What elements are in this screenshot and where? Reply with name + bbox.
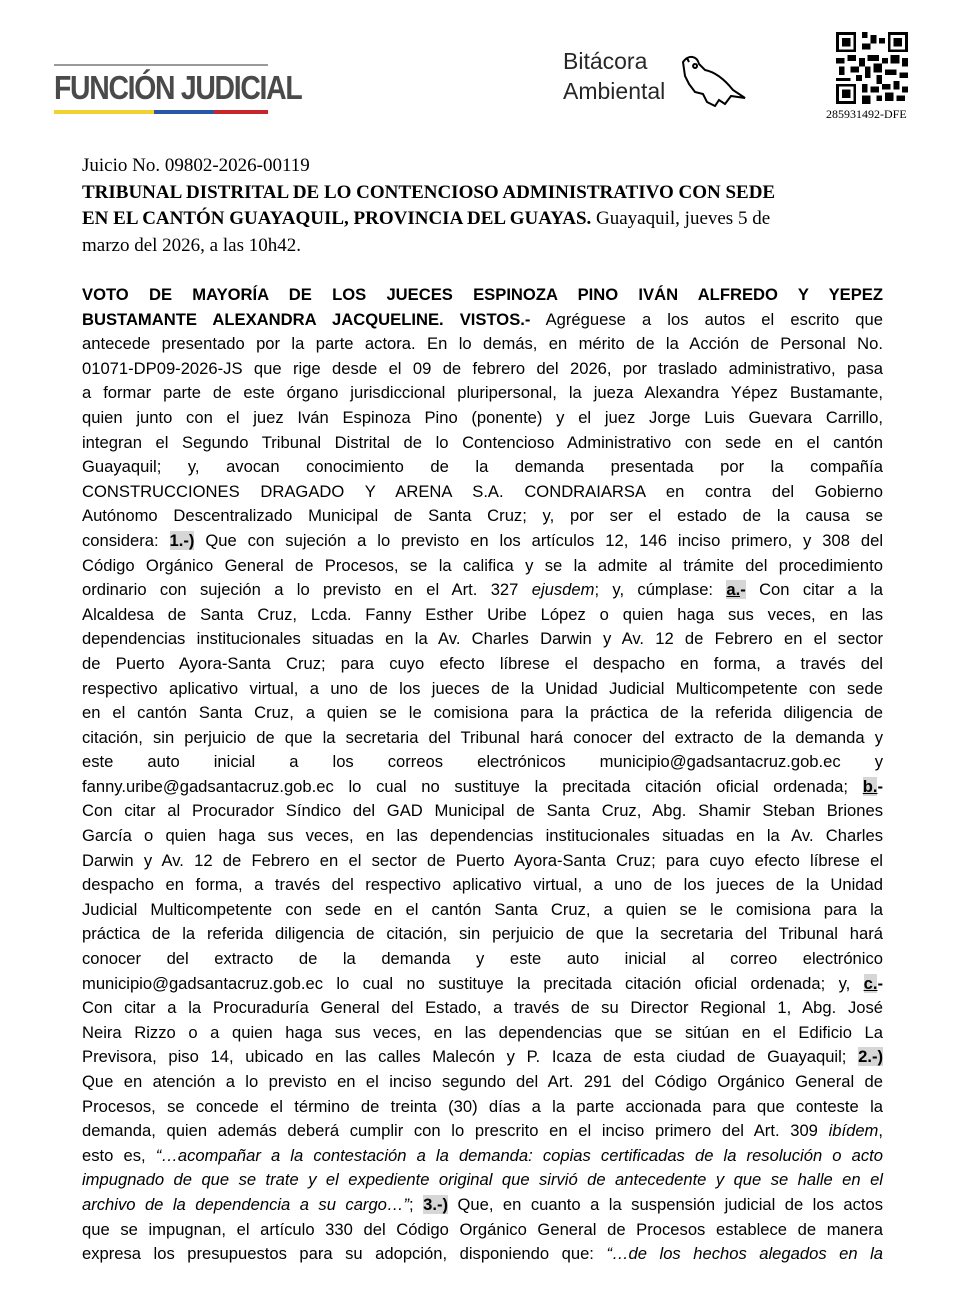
watermark-line1: Bitácora	[563, 48, 648, 74]
text-line	[82, 677, 883, 702]
text-line	[82, 726, 883, 751]
text-line	[82, 308, 883, 333]
section-marker: c.	[863, 973, 878, 993]
text-line	[82, 1045, 883, 1070]
text-segment: “…de los hechos alegados en la	[606, 1244, 883, 1264]
text-segment: archivo de la dependencia a su cargo…”	[82, 1194, 410, 1214]
text-segment: Autónomo Descentralizado Municipal de Santa Cruz; y, por ser el estado de la causa se	[82, 506, 883, 526]
text-segment: Código Orgánico General de Procesos, se la califica y se la admite al trámite del procedimiento	[82, 555, 883, 575]
text-segment: despacho en forma, a través del respectivo aplicativo virtual, a uno de los jueces de la Unidad	[82, 875, 883, 895]
text-segment: Judicial Multicompetente con sede en el cantón Santa Cruz, a quien se le comisiona para la	[82, 899, 883, 919]
text-segment: ;	[409, 1194, 424, 1214]
date-time-line: marzo del 2026, a las 10h42.	[82, 234, 301, 256]
section-marker: 1.-)	[169, 530, 195, 550]
text-line	[82, 701, 883, 726]
qr-code-id: 285931492-DFE	[826, 107, 907, 121]
text-line	[82, 996, 883, 1021]
text-segment: respectivo aplicativo virtual, a uno de los jueces de la Unidad Judicial Multicompetente con sede	[82, 678, 883, 698]
text-line	[82, 504, 883, 529]
flag-blue	[154, 110, 214, 114]
text-segment: citación, sin perjuicio de que la secretaria del Tribunal hará conocer del extracto de la demanda y	[82, 727, 883, 747]
text-segment: García o quien haga sus veces, en las dependencias institucionales situadas en la Av. Charles	[82, 826, 883, 846]
text-segment: Darwin y Av. 12 de Febrero en el sector de Puerto Ayora-Santa Cruz; para cuyo efecto líbrese el	[82, 850, 883, 870]
text-line	[82, 1070, 883, 1095]
text-segment: BUSTAMANTE ALEXANDRA JACQUELINE. VISTOS.-	[82, 309, 531, 329]
text-segment: Con citar a la Procuraduría General del Estado, a través de su Director Regional 1, Abg. José	[82, 998, 883, 1018]
text-segment: Neira Rizzo o a quien haga sus veces, en las dependencias que se sitúan en el Edificio La	[82, 1022, 883, 1042]
watermark	[560, 50, 750, 114]
text-segment: Procesos, se concede el término de treinta (30) días a la parte accionada para que conteste la	[82, 1096, 883, 1116]
logo-text: FUNCIÓN JUDICIAL	[54, 69, 302, 106]
location-date: Guayaquil, jueves 5 de	[591, 208, 771, 229]
text-segment: -	[877, 973, 883, 993]
text-segment: considera:	[82, 530, 170, 550]
text-line	[82, 873, 883, 898]
text-segment: fanny.uribe@gadsantacruz.gob.ec lo cual no sustituye la precitada citación oficial ordenada;	[82, 776, 863, 796]
text-segment: conocer del extracto de la demanda y este auto inicial al correo electrónico	[82, 949, 883, 969]
text-line	[82, 652, 883, 677]
text-line	[82, 775, 883, 800]
qr-code-icon	[836, 32, 908, 104]
text-segment: CONSTRUCCIONES DRAGADO Y ARENA S.A. CONDRAIARSA en contra del Gobierno	[82, 481, 883, 501]
text-segment: expresa los presupuestos para su adopción, disponiendo que:	[82, 1244, 607, 1264]
text-segment: dependencias institucionales situadas en la Av. Charles Darwin y Av. 12 de Febrero en el sector	[82, 629, 883, 649]
text-segment: “…acompañar a la contestación a la demanda: copias certificadas de la resolución o acto	[155, 1145, 883, 1165]
text-line	[82, 554, 883, 579]
text-line	[82, 1144, 883, 1169]
text-line	[82, 455, 883, 480]
text-line	[82, 1218, 883, 1243]
text-segment: ; y, cúmplase:	[594, 580, 727, 600]
text-line	[82, 922, 883, 947]
document-body	[82, 283, 883, 1267]
section-marker: a.	[726, 580, 741, 600]
text-segment: 01071-DP09-2026-JS que rige desde el 09 de febrero del 2026, por traslado administrativo, pasa	[82, 358, 883, 378]
text-line	[82, 357, 883, 382]
text-segment: quien junto con el juez Iván Espinoza Pino (ponente) y el juez Jorge Luis Guevara Carrillo,	[82, 407, 883, 427]
text-segment: VOTO DE MAYORÍA DE LOS JUECES ESPINOZA PINO IVÁN ALFREDO Y YEPEZ	[82, 285, 883, 304]
text-line	[82, 1119, 883, 1144]
section-marker: b.	[862, 776, 878, 796]
case-number: Juicio No. 09802-2026-00119	[82, 155, 310, 176]
text-line	[82, 627, 883, 652]
text-segment: este auto inicial a los correos electrónicos municipio@gadsantacruz.gob.ec y	[82, 752, 883, 772]
text-line	[82, 283, 883, 308]
section-marker: 3.-)	[423, 1194, 449, 1214]
text-segment: en el cantón Santa Cruz, a quien se le comisiona para la práctica de la referida diligencia de	[82, 703, 883, 723]
text-segment: ibídem	[828, 1121, 879, 1141]
watermark-line2: Ambiental	[563, 78, 666, 104]
text-line	[82, 406, 883, 431]
text-segment: -	[877, 776, 883, 796]
funcion-judicial-logo	[54, 64, 302, 114]
flag-yellow	[54, 110, 154, 114]
section-marker: -	[740, 580, 746, 600]
text-line	[82, 431, 883, 456]
text-line	[82, 849, 883, 874]
text-line	[82, 898, 883, 923]
text-segment: ejusdem	[531, 580, 595, 600]
text-line	[82, 529, 883, 554]
text-segment: a formar parte de este órgano jurisdiccional pluripersonal, la jueza Alexandra Yépez Bustamante,	[82, 383, 883, 403]
logo-rule	[54, 64, 268, 66]
text-line	[82, 799, 883, 824]
text-segment: demanda, quien además deberá cumplir con lo prescrito en el inciso primero del Art. 309	[82, 1121, 829, 1141]
text-segment: impugnado de que se trate y el expediente original que sirvió de antecedente y que se halle en el	[82, 1170, 883, 1190]
logo-flag-stripe	[54, 110, 268, 114]
text-segment: Que con sujeción a lo previsto en los artículos 12, 146 inciso primero, y 308 del	[194, 530, 884, 550]
court-name-line2: EN EL CANTÓN GUAYAQUIL, PROVINCIA DEL GUAYAS.	[82, 208, 592, 229]
text-segment: Que, en cuanto a la suspensión judicial de los actos	[448, 1194, 883, 1214]
text-segment: Guayaquil; y, avocan conocimiento de la demanda presentada por la compañía	[82, 457, 883, 477]
text-segment: Con citar al Procurador Síndico del GAD Municipal de Santa Cruz, Abg. Shamir Steban Briones	[82, 801, 883, 821]
text-segment: antecede presentado por la parte actora. En lo demás, en mérito de la Acción de Personal No.	[82, 334, 883, 354]
text-line	[82, 1193, 883, 1218]
iguana-icon	[675, 50, 747, 110]
text-line	[82, 1021, 883, 1046]
text-line	[82, 947, 883, 972]
text-segment: municipio@gadsantacruz.gob.ec lo cual no sustituye la precitada citación oficial ordenada; y,	[82, 973, 864, 993]
text-segment: Agréguese a los autos el escrito que	[530, 309, 883, 329]
text-segment: Con citar a la	[745, 580, 883, 600]
text-line	[82, 824, 883, 849]
text-line	[82, 480, 883, 505]
text-line	[82, 972, 883, 997]
text-segment: esto es,	[82, 1145, 156, 1165]
section-marker: 2.-)	[858, 1047, 883, 1067]
court-name-line1: TRIBUNAL DISTRITAL DE LO CONTENCIOSO ADMINISTRATIVO CON SEDE	[82, 181, 776, 203]
text-line	[82, 1095, 883, 1120]
text-line	[82, 1242, 883, 1267]
text-segment: Previsora, piso 14, ubicado en las calles Malecón y P. Icaza de esta ciudad de Guayaquil;	[82, 1047, 859, 1067]
text-line	[82, 1168, 883, 1193]
text-line	[82, 332, 883, 357]
text-line	[82, 578, 883, 603]
text-segment: Alcaldesa de Santa Cruz, Lcda. Fanny Esther Uribe López o quien haga sus veces, en las	[82, 604, 883, 624]
text-segment: práctica de la referida diligencia de citación, sin perjuicio de que la secretaria del Tribunal hará	[82, 924, 883, 944]
text-segment: ordinario con sujeción a lo previsto en el Art. 327	[82, 580, 532, 600]
text-line	[82, 603, 883, 628]
text-segment: ,	[878, 1121, 883, 1141]
text-segment: integran el Segundo Tribunal Distrital de lo Contencioso Administrativo con sede en el cantón	[82, 432, 883, 452]
case-header	[82, 153, 883, 259]
flag-red	[214, 110, 268, 114]
text-line	[82, 750, 883, 775]
text-segment: de Puerto Ayora-Santa Cruz; para cuyo efecto líbrese el despacho en forma, a través del	[82, 653, 883, 673]
text-line	[82, 381, 883, 406]
text-segment: que se impugnan, el artículo 330 del Código Orgánico General de Procesos establece de manera	[82, 1219, 883, 1239]
text-segment: Que en atención a lo previsto en el inciso segundo del Art. 291 del Código Orgánico General de	[82, 1072, 883, 1091]
